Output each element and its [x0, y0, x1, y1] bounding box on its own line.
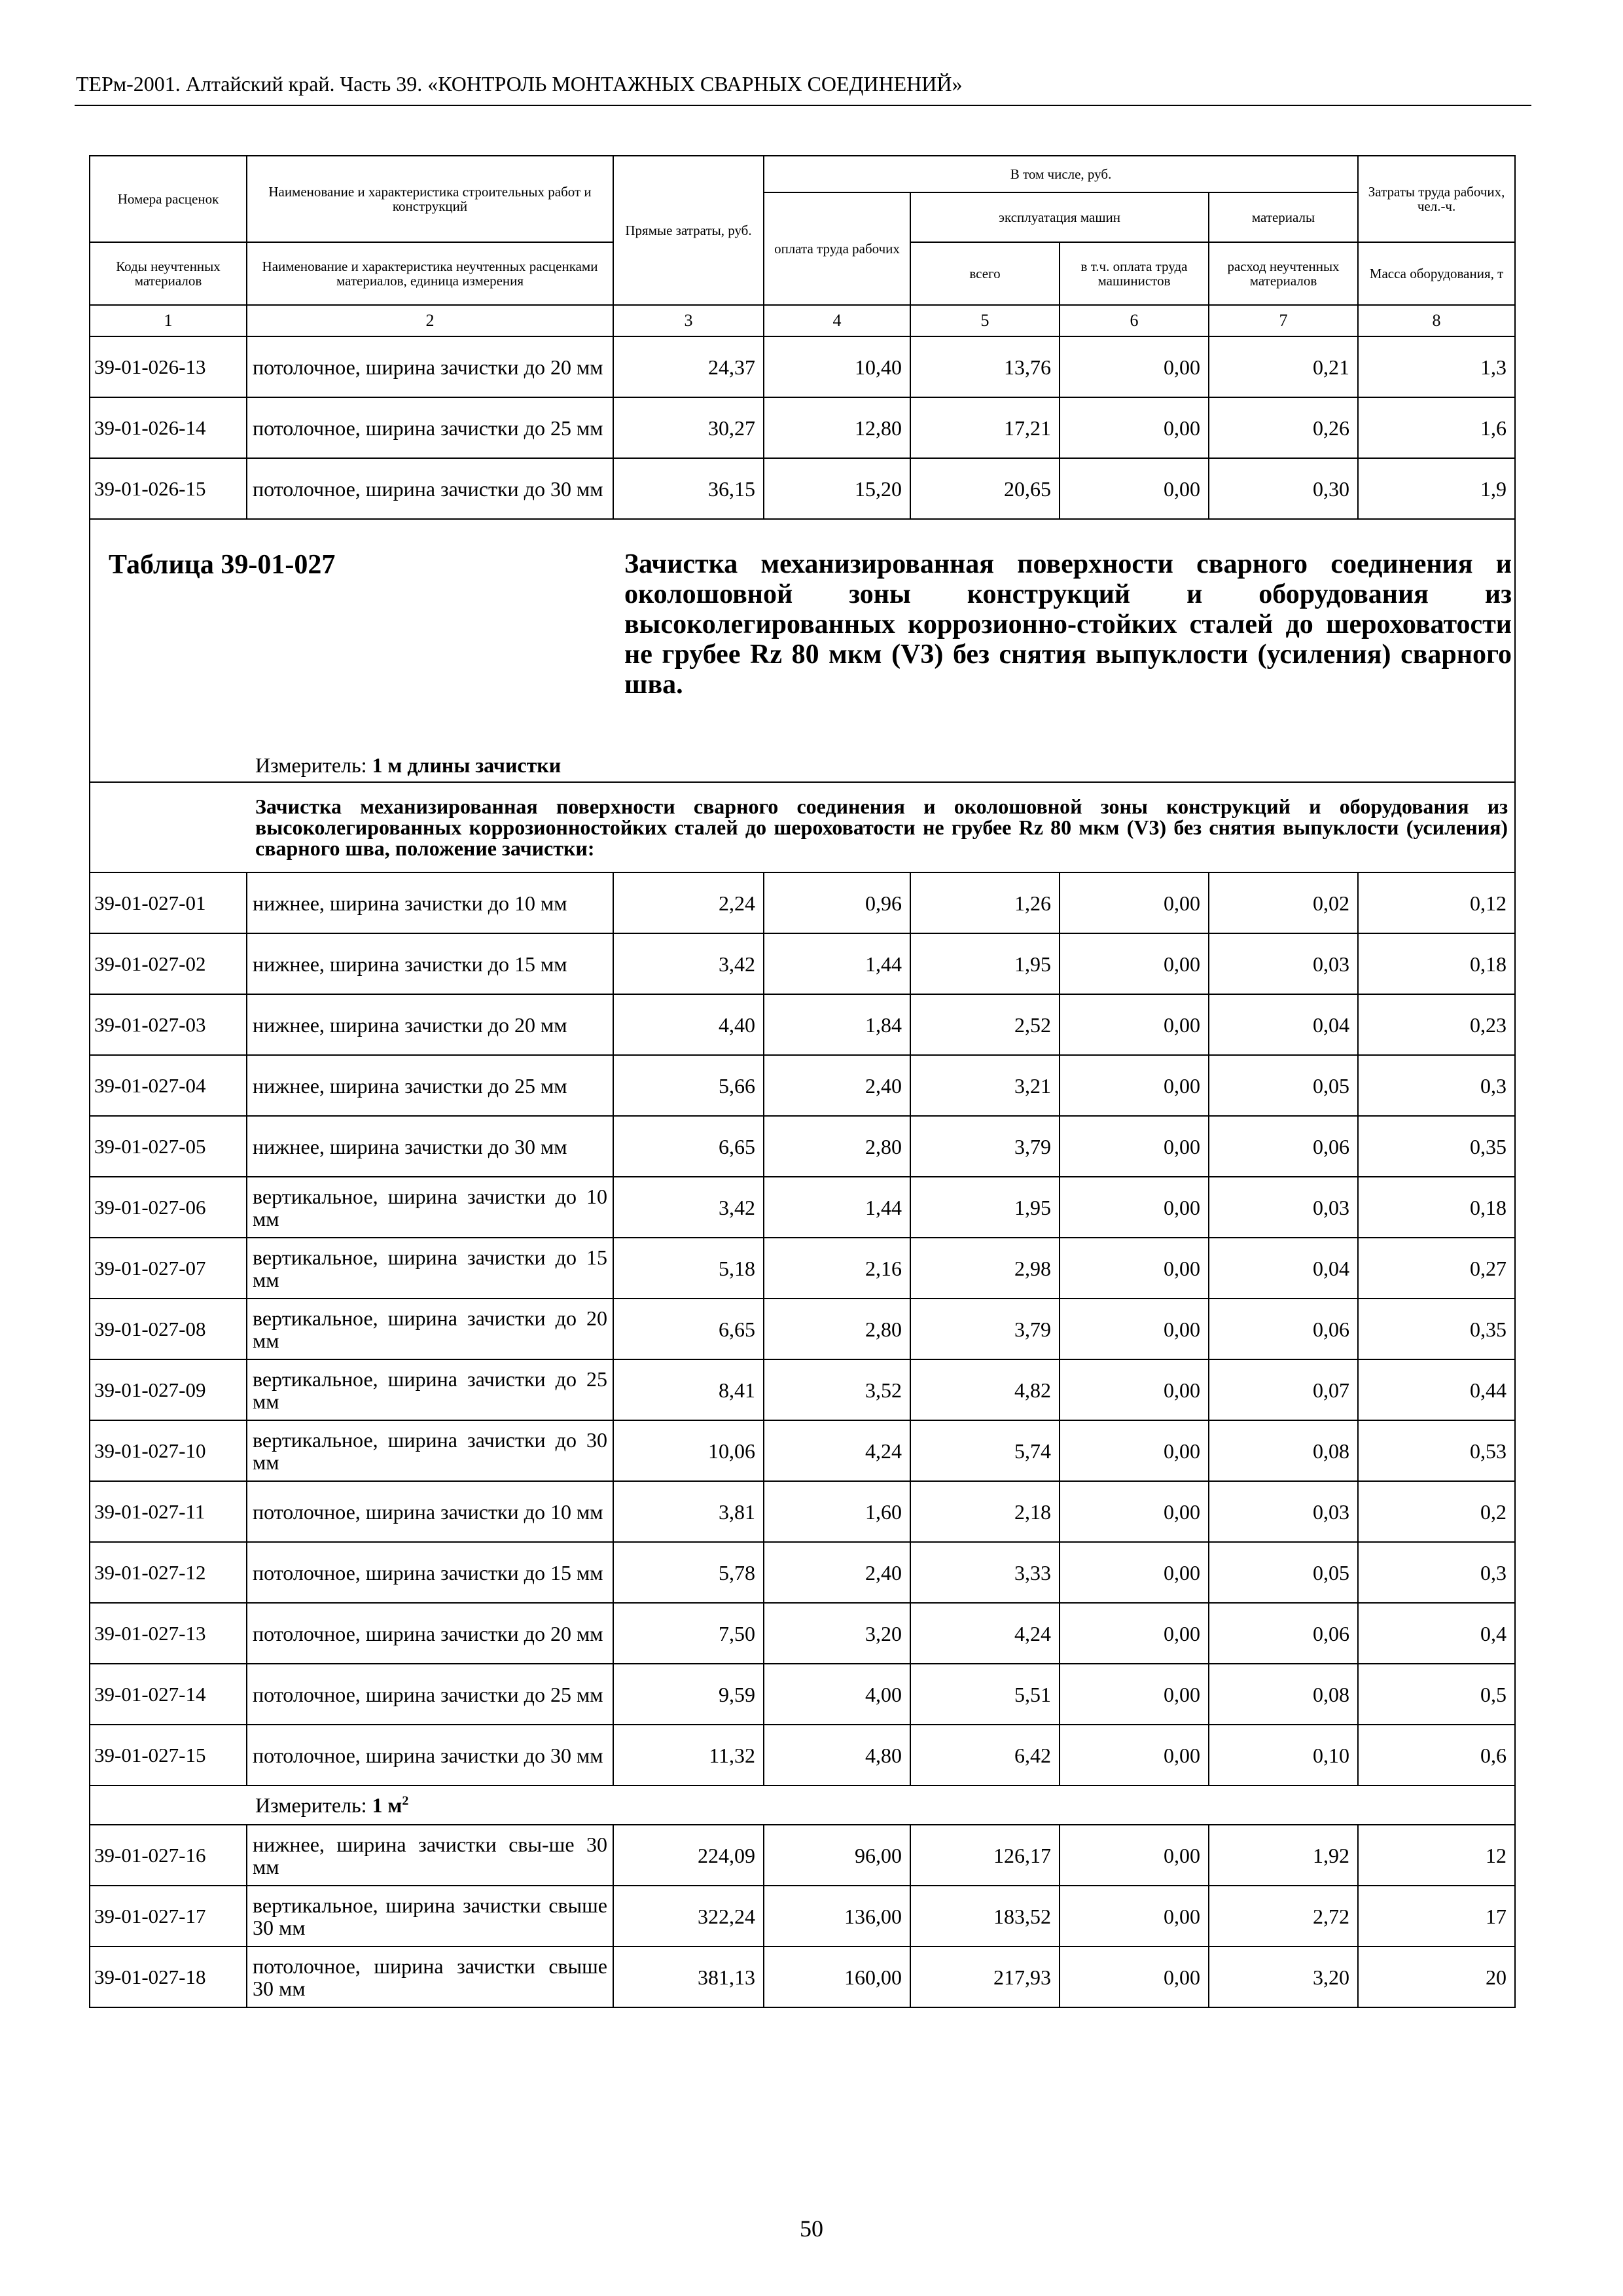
cell-wage: 1,44 [764, 1177, 910, 1238]
cell-materials: 0,03 [1209, 1481, 1358, 1542]
cell-direct: 3,42 [613, 1177, 764, 1238]
table-row [90, 1825, 1515, 1886]
cell-machinists: 0,00 [1060, 872, 1209, 933]
header-machines-wage: в т.ч. оплата труда машинистов [1060, 242, 1209, 305]
cell-wage: 3,20 [764, 1603, 910, 1664]
cell-name: потолочное, ширина зачистки до 10 мм [247, 1481, 613, 1542]
cell-wage: 136,00 [764, 1886, 910, 1946]
table-row [90, 872, 1515, 933]
header-including-group: В том числе, руб. [764, 156, 1358, 192]
cell-direct: 2,24 [613, 872, 764, 933]
header-materials-group: материалы [1209, 192, 1358, 242]
cell-machines: 1,95 [910, 1177, 1060, 1238]
cell-labor: 20 [1358, 1946, 1515, 2007]
cell-wage: 3,52 [764, 1359, 910, 1420]
cell-name: потолочное, ширина зачистки до 30 мм [247, 458, 613, 519]
cell-machines: 20,65 [910, 458, 1060, 519]
cell-machines: 1,26 [910, 872, 1060, 933]
section-heading: Зачистка механизированная поверхности сварного соединения и околошовной зоны конструкций и оборудования из высоколегированных коррозионностойких сталей до шероховатости не грубее Rz 80 мкм (V3) без снятия выпуклости (усиления) сварного шва, положение зачистки: [90, 782, 1515, 872]
table-description: Зачистка механизированная поверхности сварного соединения и околошовной зоны конструкций и оборудования из высоколегированных коррозионно-стойких сталей до шероховатости не грубее Rz 80 мкм (V3) без снятия выпуклости (усиления) сварного шва. [624, 549, 1512, 700]
cell-wage: 10,40 [764, 336, 910, 397]
cell-machinists: 0,00 [1060, 1177, 1209, 1238]
cell-code: 39-01-027-14 [90, 1664, 247, 1725]
cell-machines: 183,52 [910, 1886, 1060, 1946]
cell-machinists: 0,00 [1060, 1603, 1209, 1664]
cell-direct: 3,42 [613, 933, 764, 994]
cell-labor: 0,18 [1358, 933, 1515, 994]
cell-name: вертикальное, ширина зачистки до 10 мм [247, 1177, 613, 1238]
cell-labor: 0,2 [1358, 1481, 1515, 1542]
cell-labor: 0,44 [1358, 1359, 1515, 1420]
cell-wage: 96,00 [764, 1825, 910, 1886]
column-number: 8 [1358, 305, 1515, 336]
cell-labor: 0,3 [1358, 1055, 1515, 1116]
cell-direct: 30,27 [613, 397, 764, 458]
cell-wage: 12,80 [764, 397, 910, 458]
header-name-top: Наименование и характеристика строительных работ и конструкций [247, 156, 613, 242]
meter-row [90, 1785, 1515, 1825]
cell-direct: 3,81 [613, 1481, 764, 1542]
cell-materials: 0,03 [1209, 1177, 1358, 1238]
cell-wage: 2,80 [764, 1116, 910, 1177]
cell-name: потолочное, ширина зачистки до 25 мм [247, 397, 613, 458]
cell-machinists: 0,00 [1060, 933, 1209, 994]
cell-name: вертикальное, ширина зачистки до 30 мм [247, 1420, 613, 1481]
table-row [90, 397, 1515, 458]
cell-labor: 1,6 [1358, 397, 1515, 458]
cell-labor: 0,5 [1358, 1664, 1515, 1725]
cell-machinists: 0,00 [1060, 1825, 1209, 1886]
cell-name: нижнее, ширина зачистки свы-ше 30 мм [247, 1825, 613, 1886]
header-labor-top: Затраты труда рабочих, чел.-ч. [1358, 156, 1515, 242]
header-machines-total: всего [910, 242, 1060, 305]
cell-labor: 0,12 [1358, 872, 1515, 933]
cell-code: 39-01-027-11 [90, 1481, 247, 1542]
cell-machinists: 0,00 [1060, 1542, 1209, 1603]
cell-code: 39-01-027-04 [90, 1055, 247, 1116]
table-row [90, 1603, 1515, 1664]
table-row [90, 1299, 1515, 1359]
column-number: 7 [1209, 305, 1358, 336]
section-heading-row [90, 782, 1515, 872]
cell-code: 39-01-026-13 [90, 336, 247, 397]
meter-2-value: 1 м [372, 1793, 402, 1817]
cell-labor: 0,35 [1358, 1299, 1515, 1359]
cell-wage: 2,16 [764, 1238, 910, 1299]
header-name-bottom: Наименование и характеристика неучтенных расценками материалов, единица измерения [247, 242, 613, 305]
cell-machinists: 0,00 [1060, 1664, 1209, 1725]
table-row [90, 1481, 1515, 1542]
cell-code: 39-01-026-15 [90, 458, 247, 519]
header-codes-top: Номера расценок [90, 156, 247, 242]
table-row [90, 1946, 1515, 2007]
cell-labor: 12 [1358, 1825, 1515, 1886]
cell-code: 39-01-027-13 [90, 1603, 247, 1664]
cell-name: нижнее, ширина зачистки до 20 мм [247, 994, 613, 1055]
cell-labor: 1,3 [1358, 336, 1515, 397]
cell-direct: 24,37 [613, 336, 764, 397]
header-direct-costs: Прямые затраты, руб. [613, 156, 764, 305]
meter-2-prefix: Измеритель: [255, 1793, 367, 1817]
table-title-cell [90, 519, 1515, 782]
cell-machinists: 0,00 [1060, 1946, 1209, 2007]
cell-name: потолочное, ширина зачистки до 20 мм [247, 1603, 613, 1664]
table-row [90, 458, 1515, 519]
table-row [90, 1725, 1515, 1785]
cell-direct: 6,65 [613, 1116, 764, 1177]
table-row [90, 336, 1515, 397]
table-row [90, 1420, 1515, 1481]
cell-wage: 4,24 [764, 1420, 910, 1481]
cell-materials: 0,08 [1209, 1420, 1358, 1481]
cell-code: 39-01-027-10 [90, 1420, 247, 1481]
cell-machinists: 0,00 [1060, 1238, 1209, 1299]
cell-wage: 1,44 [764, 933, 910, 994]
cell-machines: 5,74 [910, 1420, 1060, 1481]
cell-wage: 4,00 [764, 1664, 910, 1725]
cell-machines: 126,17 [910, 1825, 1060, 1886]
header-rule [75, 105, 1531, 106]
cell-code: 39-01-027-18 [90, 1946, 247, 2007]
rates-table [89, 155, 1516, 2008]
cell-code: 39-01-027-12 [90, 1542, 247, 1603]
cell-direct: 5,78 [613, 1542, 764, 1603]
cell-name: вертикальное, ширина зачистки до 20 мм [247, 1299, 613, 1359]
cell-machinists: 0,00 [1060, 1725, 1209, 1785]
cell-code: 39-01-026-14 [90, 397, 247, 458]
cell-machines: 4,82 [910, 1359, 1060, 1420]
cell-machines: 6,42 [910, 1725, 1060, 1785]
cell-machinists: 0,00 [1060, 1481, 1209, 1542]
cell-direct: 9,59 [613, 1664, 764, 1725]
cell-materials: 0,05 [1209, 1542, 1358, 1603]
cell-machines: 2,98 [910, 1238, 1060, 1299]
table-row [90, 1116, 1515, 1177]
cell-materials: 0,21 [1209, 336, 1358, 397]
cell-machinists: 0,00 [1060, 1886, 1209, 1946]
cell-materials: 0,10 [1209, 1725, 1358, 1785]
cell-materials: 0,04 [1209, 1238, 1358, 1299]
cell-code: 39-01-027-03 [90, 994, 247, 1055]
cell-machines: 2,18 [910, 1481, 1060, 1542]
cell-code: 39-01-027-07 [90, 1238, 247, 1299]
cell-direct: 5,18 [613, 1238, 764, 1299]
cell-machinists: 0,00 [1060, 1359, 1209, 1420]
cell-machinists: 0,00 [1060, 1420, 1209, 1481]
cell-name: нижнее, ширина зачистки до 10 мм [247, 872, 613, 933]
column-number: 6 [1060, 305, 1209, 336]
cell-wage: 15,20 [764, 458, 910, 519]
cell-materials: 0,07 [1209, 1359, 1358, 1420]
cell-direct: 381,13 [613, 1946, 764, 2007]
cell-code: 39-01-027-01 [90, 872, 247, 933]
cell-labor: 0,3 [1358, 1542, 1515, 1603]
cell-labor: 0,18 [1358, 1177, 1515, 1238]
cell-labor: 0,4 [1358, 1603, 1515, 1664]
table-meter [255, 753, 561, 778]
cell-wage: 1,84 [764, 994, 910, 1055]
column-number: 4 [764, 305, 910, 336]
cell-machinists: 0,00 [1060, 1299, 1209, 1359]
cell-machinists: 0,00 [1060, 458, 1209, 519]
cell-name: нижнее, ширина зачистки до 30 мм [247, 1116, 613, 1177]
cell-code: 39-01-027-08 [90, 1299, 247, 1359]
table-row [90, 1542, 1515, 1603]
cell-labor: 0,35 [1358, 1116, 1515, 1177]
cell-wage: 4,80 [764, 1725, 910, 1785]
cell-name: потолочное, ширина зачистки до 30 мм [247, 1725, 613, 1785]
cell-machines: 13,76 [910, 336, 1060, 397]
table-row [90, 1177, 1515, 1238]
cell-materials: 0,30 [1209, 458, 1358, 519]
cell-name: потолочное, ширина зачистки до 15 мм [247, 1542, 613, 1603]
cell-direct: 10,06 [613, 1420, 764, 1481]
cell-machinists: 0,00 [1060, 1116, 1209, 1177]
cell-direct: 36,15 [613, 458, 764, 519]
column-number: 5 [910, 305, 1060, 336]
header-codes-bottom: Коды неучтенных материалов [90, 242, 247, 305]
cell-direct: 4,40 [613, 994, 764, 1055]
cell-direct: 11,32 [613, 1725, 764, 1785]
column-number: 1 [90, 305, 247, 336]
cell-code: 39-01-027-05 [90, 1116, 247, 1177]
cell-code: 39-01-027-15 [90, 1725, 247, 1785]
cell-name: вертикальное, ширина зачистки свыше 30 мм [247, 1886, 613, 1946]
column-number: 2 [247, 305, 613, 336]
cell-materials: 0,05 [1209, 1055, 1358, 1116]
cell-name: нижнее, ширина зачистки до 25 мм [247, 1055, 613, 1116]
cell-machinists: 0,00 [1060, 336, 1209, 397]
cell-materials: 2,72 [1209, 1886, 1358, 1946]
table-row [90, 933, 1515, 994]
cell-code: 39-01-027-09 [90, 1359, 247, 1420]
cell-direct: 5,66 [613, 1055, 764, 1116]
cell-machines: 217,93 [910, 1946, 1060, 2007]
cell-labor: 1,9 [1358, 458, 1515, 519]
table-row [90, 1359, 1515, 1420]
cell-name: потолочное, ширина зачистки до 20 мм [247, 336, 613, 397]
column-number: 3 [613, 305, 764, 336]
cell-machinists: 0,00 [1060, 1055, 1209, 1116]
cell-wage: 1,60 [764, 1481, 910, 1542]
cell-wage: 160,00 [764, 1946, 910, 2007]
cell-code: 39-01-027-02 [90, 933, 247, 994]
cell-materials: 0,26 [1209, 397, 1358, 458]
cell-machines: 17,21 [910, 397, 1060, 458]
meter-prefix: Измеритель: [255, 753, 367, 777]
cell-materials: 0,02 [1209, 872, 1358, 933]
cell-machines: 5,51 [910, 1664, 1060, 1725]
cell-machines: 1,95 [910, 933, 1060, 994]
cell-machinists: 0,00 [1060, 994, 1209, 1055]
cell-materials: 0,08 [1209, 1664, 1358, 1725]
cell-materials: 0,04 [1209, 994, 1358, 1055]
cell-labor: 0,23 [1358, 994, 1515, 1055]
cell-machines: 3,21 [910, 1055, 1060, 1116]
meter-2-superscript: 2 [402, 1793, 409, 1808]
cell-materials: 1,92 [1209, 1825, 1358, 1886]
cell-direct: 8,41 [613, 1359, 764, 1420]
cell-labor: 17 [1358, 1886, 1515, 1946]
table-row [90, 1886, 1515, 1946]
cell-machines: 3,33 [910, 1542, 1060, 1603]
cell-wage: 2,40 [764, 1055, 910, 1116]
cell-labor: 0,6 [1358, 1725, 1515, 1785]
cell-materials: 0,03 [1209, 933, 1358, 994]
cell-materials: 0,06 [1209, 1116, 1358, 1177]
meter-value: 1 м длины зачистки [372, 753, 562, 777]
cell-direct: 224,09 [613, 1825, 764, 1886]
table-row [90, 1238, 1515, 1299]
header-labor-bottom: Масса оборудования, т [1358, 242, 1515, 305]
cell-wage: 2,40 [764, 1542, 910, 1603]
cell-name: нижнее, ширина зачистки до 15 мм [247, 933, 613, 994]
cell-code: 39-01-027-17 [90, 1886, 247, 1946]
cell-direct: 7,50 [613, 1603, 764, 1664]
meter-2 [90, 1785, 1515, 1825]
cell-name: потолочное, ширина зачистки свыше 30 мм [247, 1946, 613, 2007]
cell-direct: 6,65 [613, 1299, 764, 1359]
table-row [90, 1664, 1515, 1725]
cell-materials: 3,20 [1209, 1946, 1358, 2007]
cell-direct: 322,24 [613, 1886, 764, 1946]
cell-machines: 3,79 [910, 1299, 1060, 1359]
table-label: Таблица 39-01-027 [109, 550, 336, 580]
cell-labor: 0,27 [1358, 1238, 1515, 1299]
cell-name: вертикальное, ширина зачистки до 15 мм [247, 1238, 613, 1299]
cell-code: 39-01-027-16 [90, 1825, 247, 1886]
cell-machines: 2,52 [910, 994, 1060, 1055]
header-materials-consumption: расход неучтенных материалов [1209, 242, 1358, 305]
header-wage: оплата труда рабочих [764, 192, 910, 305]
cell-machines: 3,79 [910, 1116, 1060, 1177]
table-row [90, 994, 1515, 1055]
header-machines-group: эксплуатация машин [910, 192, 1209, 242]
cell-machinists: 0,00 [1060, 397, 1209, 458]
cell-code: 39-01-027-06 [90, 1177, 247, 1238]
table-title-row [90, 519, 1515, 782]
cell-machines: 4,24 [910, 1603, 1060, 1664]
cell-labor: 0,53 [1358, 1420, 1515, 1481]
cell-name: потолочное, ширина зачистки до 25 мм [247, 1664, 613, 1725]
cell-materials: 0,06 [1209, 1299, 1358, 1359]
cell-wage: 0,96 [764, 872, 910, 933]
column-numbers-row [90, 305, 1515, 336]
page-number: 50 [800, 2215, 823, 2242]
cell-materials: 0,06 [1209, 1603, 1358, 1664]
running-header: ТЕРм-2001. Алтайский край. Часть 39. «КОНТРОЛЬ МОНТАЖНЫХ СВАРНЫХ СОЕДИНЕНИЙ» [76, 72, 963, 96]
cell-wage: 2,80 [764, 1299, 910, 1359]
cell-name: вертикальное, ширина зачистки до 25 мм [247, 1359, 613, 1420]
table-row [90, 1055, 1515, 1116]
